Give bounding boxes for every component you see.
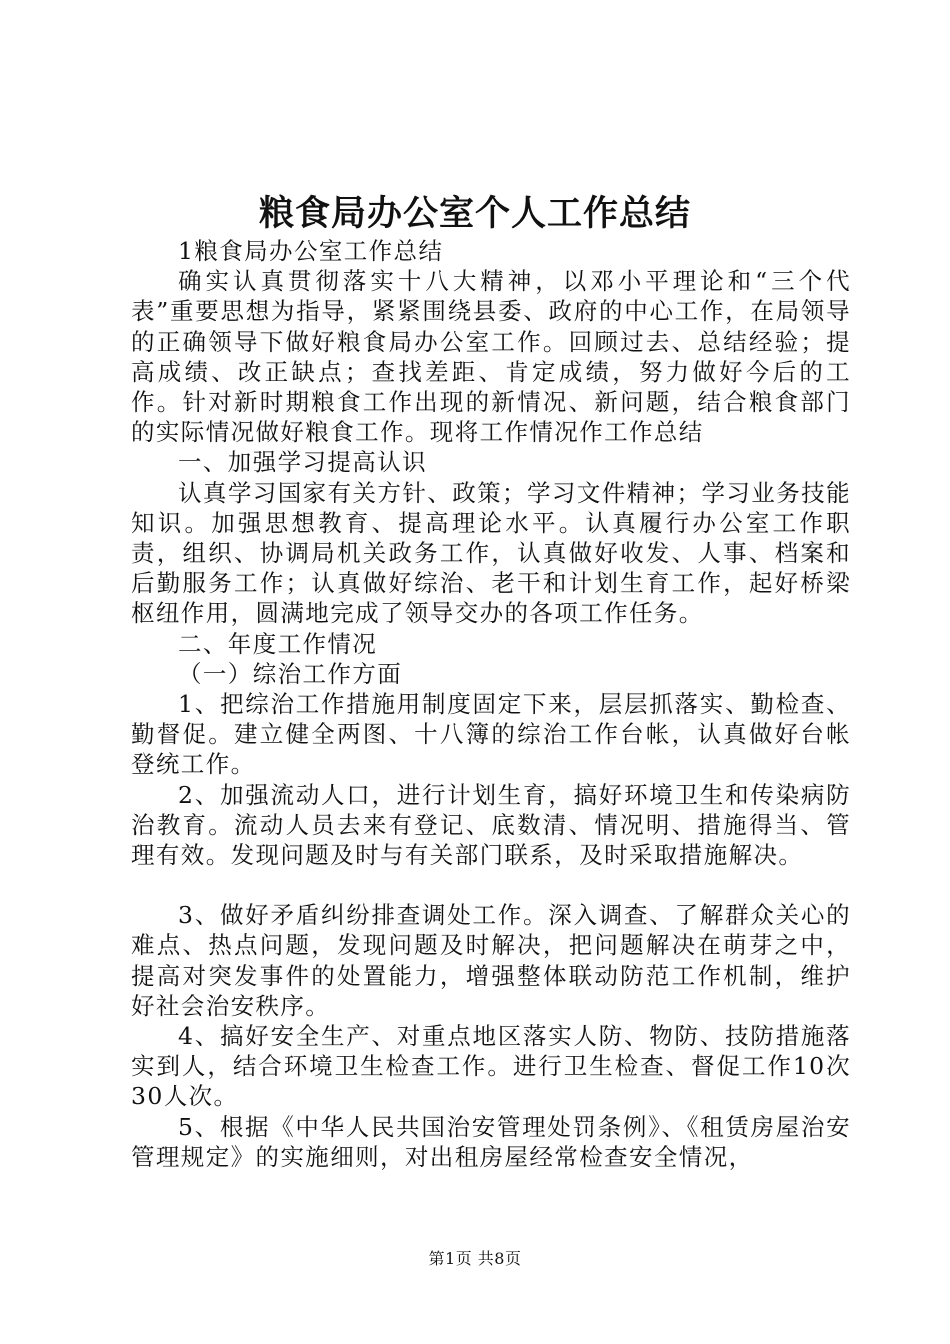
paragraph-spacer xyxy=(131,870,851,900)
document-body xyxy=(131,236,851,1172)
document-title: 粮食局办公室个人工作总结 xyxy=(258,193,691,234)
section-2-heading: 二、年度工作情况 xyxy=(178,629,378,658)
intro-paragraph: 确实认真贯彻落实十八大精神，以邓小平理论和“三个代表”重要思想为指导，紧紧围绕县委、政府的中心工作，在局领导的正确领导下做好粮食局办公室工作。回顾过去、总结经验；提高成绩、改正缺点；查找差距、肯定成绩，努力做好今后的工作。针对新时期粮食工作出现的新情况、新问题，结合粮食部门的实际情况做好粮食工作。现将工作情况作工作总结 xyxy=(131,267,851,447)
page-number-footer: 第1页 共8页 xyxy=(428,1249,522,1268)
section-1-heading: 一、加强学习提高认识 xyxy=(178,448,427,477)
item-3-paragraph: 3、做好矛盾纠纷排查调处工作。深入调查、了解群众关心的难点、热点问题，发现问题及时解决，把问题解决在萌芽之中，提高对突发事件的处置能力，增强整体联动防范工作机制，维护好社会治安秩序。 xyxy=(131,901,851,1020)
document-subtitle: 1粮食局办公室工作总结 xyxy=(178,237,444,265)
item-1-paragraph: 1、把综治工作措施用制度固定下来，层层抓落实、勤检查、勤督促。建立健全两图、十八簿的综治工作台帐，认真做好台帐登统工作。 xyxy=(131,690,851,779)
subsection-1-heading: （一）综治工作方面 xyxy=(178,659,403,688)
item-5-paragraph: 5、根据《中华人民共国治安管理处罚条例》、《租赁房屋治安管理规定》的实施细则，对出租房屋经常检查安全情况， xyxy=(131,1112,851,1171)
item-4-paragraph: 4、搞好安全生产、对重点地区落实人防、物防、技防措施落实到人，结合环境卫生检查工作。进行卫生检查、督促工作10次30人次。 xyxy=(131,1022,851,1111)
item-2-paragraph: 2、加强流动人口，进行计划生育，搞好环境卫生和传染病防治教育。流动人员去来有登记、底数清、情况明、措施得当、管理有效。发现问题及时与有关部门联系，及时采取措施解决。 xyxy=(131,780,851,870)
section-1-paragraph: 认真学习国家有关方针、政策；学习文件精神；学习业务技能知识。加强思想教育、提高理论水平。认真履行办公室工作职责，组织、协调局机关政务工作，认真做好收发、人事、档案和后勤服务工作；认真做好综治、老干和计划生育工作，起好桥梁枢纽作用，圆满地完成了领导交办的各项工作任务。 xyxy=(131,478,851,628)
